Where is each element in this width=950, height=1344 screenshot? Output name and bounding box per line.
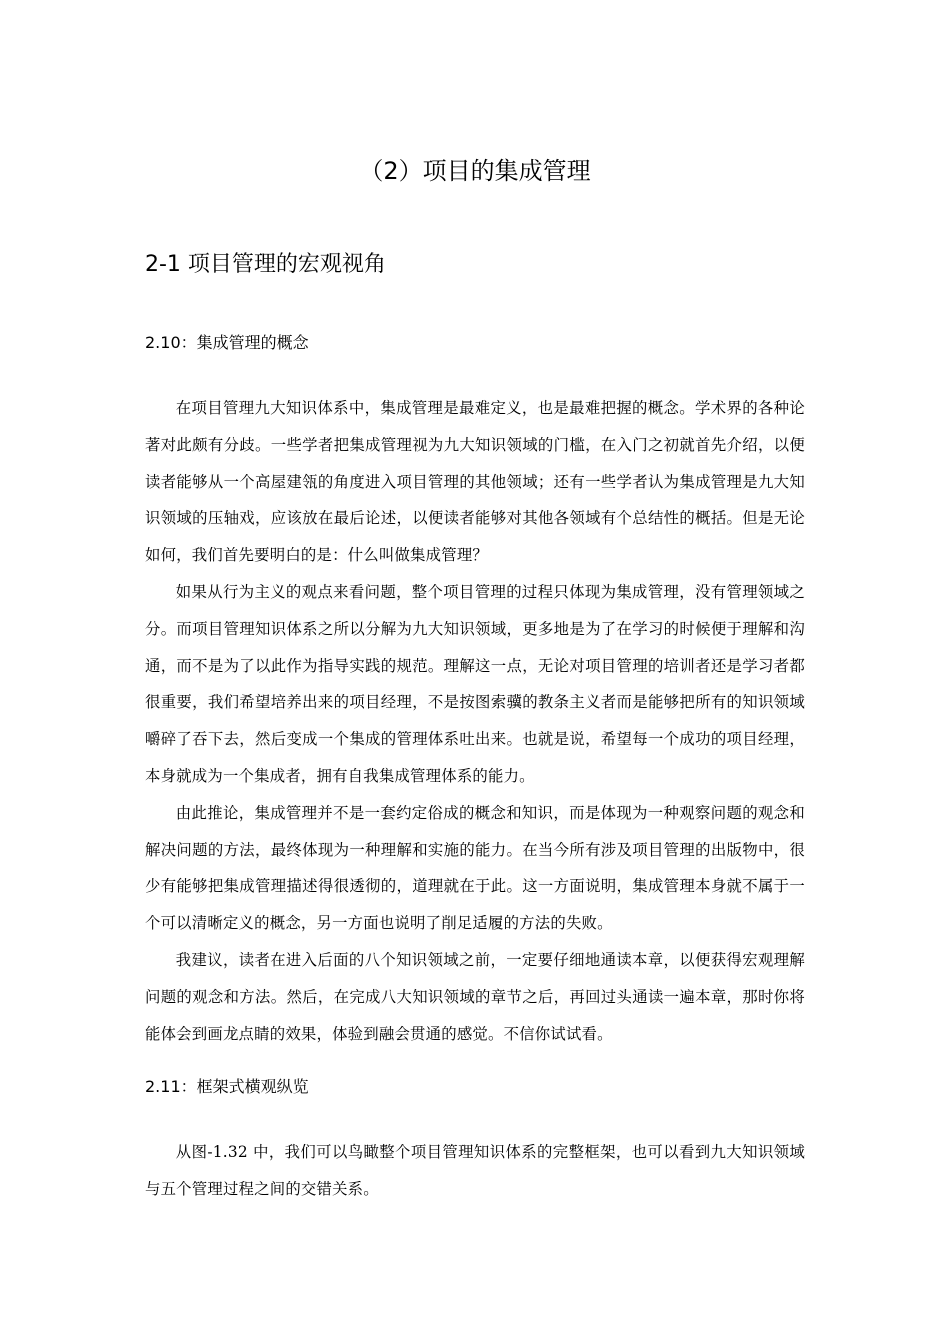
paragraph: 我建议，读者在进入后面的八个知识领域之前，一定要仔细地通读本章，以便获得宏观理解问题的观念和方法。然后，在完成八大知识领域的章节之后，再回过头通读一遍本章，那时你将能体会到画龙点睛的效果，体验到融会贯通的感觉。不信你试试看。 bbox=[145, 950, 805, 1043]
paragraph: 从图-1.32 中，我们可以鸟瞰整个项目管理知识体系的完整框架，也可以看到九大知识领域与五个管理过程之间的交错关系。 bbox=[145, 1143, 805, 1198]
section-heading: 2.10：集成管理的概念 bbox=[145, 333, 309, 352]
paragraph: 在项目管理九大知识体系中，集成管理是最难定义，也是最难把握的概念。学术界的各种论著对此颇有分歧。一些学者把集成管理视为九大知识领域的门槛，在入门之初就首先介绍，以便读者能够从一个高屋建瓴的角度进入项目管理的其他领域；还有一些学者认为集成管理是九大知识领域的压轴戏，应该放在最后论述，以便读者能够对其他各领域有个总结性的概括。但是无论如何，我们首先要明白的是：什么叫做集成管理？ bbox=[145, 399, 805, 565]
section-heading: 2.11：框架式横观纵览 bbox=[145, 1077, 309, 1096]
section-body bbox=[145, 1134, 805, 1208]
document-title: （2）项目的集成管理 bbox=[359, 157, 591, 185]
paragraph: 由此推论，集成管理并不是一套约定俗成的概念和知识，而是体现为一种观察问题的观念和解决问题的方法，最终体现为一种理解和实施的能力。在当今所有涉及项目管理的出版物中，很少有能够把集成管理描述得很透彻的，道理就在于此。这一方面说明，集成管理本身就不属于一个可以清晰定义的概念，另一方面也说明了削足适履的方法的失败。 bbox=[145, 803, 805, 933]
section-body bbox=[145, 390, 805, 1052]
chapter-heading: 2-1 项目管理的宏观视角 bbox=[145, 252, 386, 277]
paragraph: 如果从行为主义的观点来看问题，整个项目管理的过程只体现为集成管理，没有管理领域之分。而项目管理知识体系之所以分解为九大知识领域，更多地是为了在学习的时候便于理解和沟通，而不是为了以此作为指导实践的规范。理解这一点，无论对项目管理的培训者还是学习者都很重要，我们希望培养出来的项目经理，不是按图索骥的教条主义者而是能够把所有的知识领域嚼碎了吞下去，然后变成一个集成的管理体系吐出来。也就是说，希望每一个成功的项目经理，本身就成为一个集成者，拥有自我集成管理体系的能力。 bbox=[145, 582, 805, 785]
